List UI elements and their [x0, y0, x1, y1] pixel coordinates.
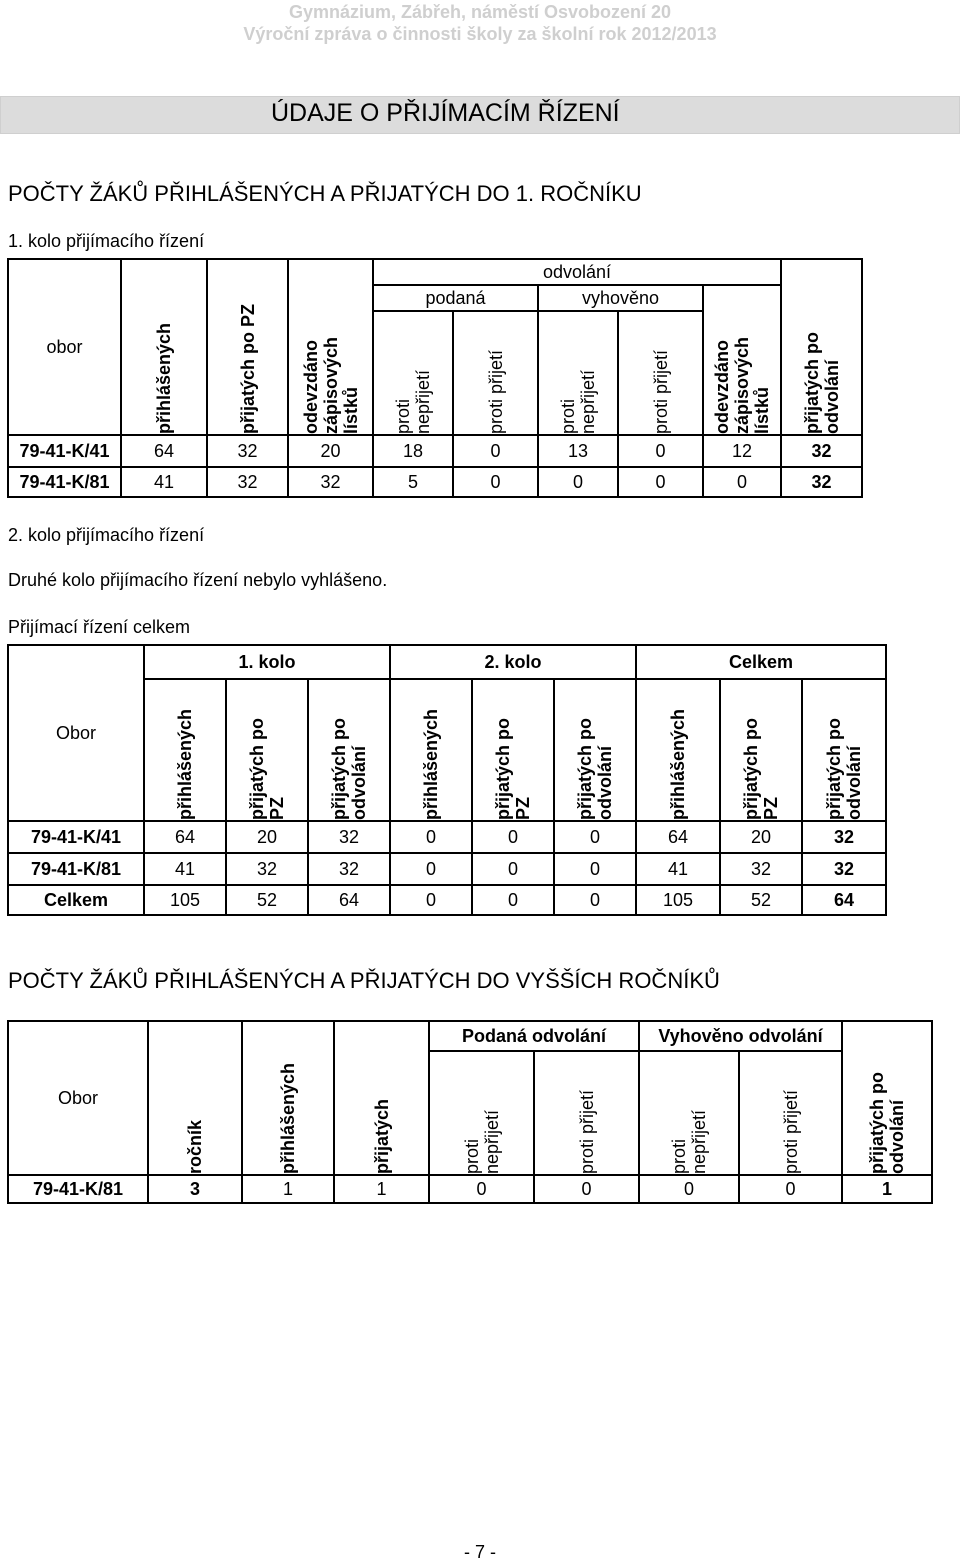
header-odevzdano-2: odevzdáno zápisových lístků: [704, 286, 782, 436]
round1-table: [7, 258, 863, 498]
header-odvolani: odvolání: [374, 260, 782, 286]
table-cell: 32: [227, 854, 309, 886]
banner-title: ÚDAJE O PŘIJÍMACÍM ŘÍZENÍ: [271, 99, 620, 127]
header-obor: obor: [9, 260, 122, 436]
table-cell: 105: [637, 886, 721, 916]
table-cell: 0: [740, 1176, 843, 1204]
table-cell: 0: [391, 854, 473, 886]
table-cell: 32: [782, 436, 863, 468]
table-cell: 32: [803, 822, 887, 854]
table-cell: 20: [289, 436, 374, 468]
table-cell: 3: [149, 1176, 243, 1204]
table-cell: 0: [555, 886, 637, 916]
table-cell: 32: [289, 468, 374, 498]
page-number: - 7 -: [463, 1542, 496, 1562]
table-cell: 18: [374, 436, 454, 468]
table-cell: 52: [721, 886, 803, 916]
header-podana-proti-prijeti: proti přijetí: [454, 312, 539, 436]
header-prijatych-pz: přijatých po PZ: [473, 680, 555, 822]
table-cell: 32: [208, 468, 289, 498]
header-celkem: Celkem: [637, 646, 887, 680]
total-table: [7, 644, 887, 916]
higher-table: [7, 1020, 933, 1204]
report-title: Výroční zpráva o činnosti školy za školní rok 2012/2013: [243, 24, 717, 44]
header-prijatych-pz: přijatých po PZ: [208, 260, 289, 436]
table-cell: 0: [391, 822, 473, 854]
header-prijatych-odvolani: přijatých po odvolání: [309, 680, 391, 822]
table-cell: 13: [539, 436, 619, 468]
header-podana-proti-neprijeti: proti nepřijetí: [430, 1052, 535, 1176]
header-vyhoveno-proti-prijeti: proti přijetí: [740, 1052, 843, 1176]
table-cell: 52: [227, 886, 309, 916]
header-obor: Obor: [9, 1022, 149, 1176]
table-cell: 0: [555, 854, 637, 886]
school-name: Gymnázium, Zábřeh, náměstí Osvobození 20: [288, 2, 672, 22]
row-obor: Celkem: [9, 886, 145, 916]
table-cell: 0: [454, 436, 539, 468]
header-prihlasenych: přihlášených: [243, 1022, 335, 1176]
header-prijatych-odvolani: přijatých po odvolání: [803, 680, 887, 822]
table-cell: 0: [555, 822, 637, 854]
header-prijatych-odvolani: přijatých po odvolání: [555, 680, 637, 822]
header-prihlasenych: přihlášených: [391, 680, 473, 822]
table-cell: 105: [145, 886, 227, 916]
header-podana: podaná: [374, 286, 539, 312]
table-cell: 0: [640, 1176, 740, 1204]
row-obor: 79-41-K/81: [9, 854, 145, 886]
table-cell: 0: [704, 468, 782, 498]
header-prihlasenych: přihlášených: [637, 680, 721, 822]
table-cell: 0: [391, 886, 473, 916]
table-cell: 12: [704, 436, 782, 468]
header-prihlasenych: přihlášených: [122, 260, 208, 436]
row-obor: 79-41-K/81: [9, 468, 122, 498]
table-cell: 41: [122, 468, 208, 498]
table-cell: 1: [843, 1176, 933, 1204]
header-vyhoveno-odvolani: Vyhověno odvolání: [640, 1022, 843, 1052]
total-title: Přijímací řízení celkem: [8, 617, 191, 637]
section2-title: POČTY ŽÁKŮ PŘIHLÁŠENÝCH A PŘIJATÝCH DO VYŠŠÍCH ROČNÍKŮ: [8, 968, 720, 993]
table-cell: 64: [145, 822, 227, 854]
table-cell: 64: [637, 822, 721, 854]
header-rocnik: ročník: [149, 1022, 243, 1176]
header-podana-proti-prijeti: proti přijetí: [535, 1052, 640, 1176]
table-cell: 32: [721, 854, 803, 886]
table-cell: 64: [309, 886, 391, 916]
table-cell: 32: [803, 854, 887, 886]
table-cell: 0: [473, 854, 555, 886]
header-kolo1: 1. kolo: [145, 646, 391, 680]
table-cell: 41: [145, 854, 227, 886]
header-vyhoveno-proti-prijeti: proti přijetí: [619, 312, 704, 436]
round2-note: Druhé kolo přijímacího řízení nebylo vyhlášeno.: [8, 570, 388, 590]
header-vyhoveno-proti-neprijeti: proti nepřijetí: [539, 312, 619, 436]
table-cell: 1: [243, 1176, 335, 1204]
header-prijatych: přijatých: [335, 1022, 430, 1176]
header-podana-odvolani: Podaná odvolání: [430, 1022, 640, 1052]
round2-title: 2. kolo přijímacího řízení: [8, 525, 205, 545]
table-cell: 0: [454, 468, 539, 498]
table-cell: 0: [473, 886, 555, 916]
row-obor: 79-41-K/81: [9, 1176, 149, 1204]
table-cell: 64: [803, 886, 887, 916]
table-cell: 20: [721, 822, 803, 854]
header-vyhoveno: vyhověno: [539, 286, 704, 312]
header-prijatych-odvolani: přijatých po odvolání: [782, 260, 863, 436]
header-prihlasenych: přihlášených: [145, 680, 227, 822]
round1-title: 1. kolo přijímacího řízení: [8, 231, 205, 251]
table-cell: 0: [535, 1176, 640, 1204]
table-cell: 32: [208, 436, 289, 468]
table-cell: 32: [309, 854, 391, 886]
row-obor: 79-41-K/41: [9, 822, 145, 854]
table-cell: 5: [374, 468, 454, 498]
table-cell: 20: [227, 822, 309, 854]
section1-title: POČTY ŽÁKŮ PŘIHLÁŠENÝCH A PŘIJATÝCH DO 1. ROČNÍKU: [8, 181, 642, 206]
table-cell: 0: [430, 1176, 535, 1204]
header-prijatych-pz: přijatých po PZ: [721, 680, 803, 822]
table-cell: 32: [782, 468, 863, 498]
header-podana-proti-neprijeti: proti nepřijetí: [374, 312, 454, 436]
row-obor: 79-41-K/41: [9, 436, 122, 468]
header-prijatych-odvolani: přijatých po odvolání: [843, 1022, 933, 1176]
header-obor: Obor: [9, 646, 145, 822]
table-cell: 0: [473, 822, 555, 854]
header-prijatych-pz: přijatých po PZ: [227, 680, 309, 822]
section-banner: [0, 96, 960, 134]
header-kolo2: 2. kolo: [391, 646, 637, 680]
table-cell: 32: [309, 822, 391, 854]
table-cell: 0: [619, 468, 704, 498]
header-vyhoveno-proti-neprijeti: proti nepřijetí: [640, 1052, 740, 1176]
table-cell: 0: [539, 468, 619, 498]
table-cell: 41: [637, 854, 721, 886]
table-cell: 1: [335, 1176, 430, 1204]
table-cell: 0: [619, 436, 704, 468]
table-cell: 64: [122, 436, 208, 468]
header-odevzdano: odevzdáno zápisových lístků: [289, 260, 374, 436]
